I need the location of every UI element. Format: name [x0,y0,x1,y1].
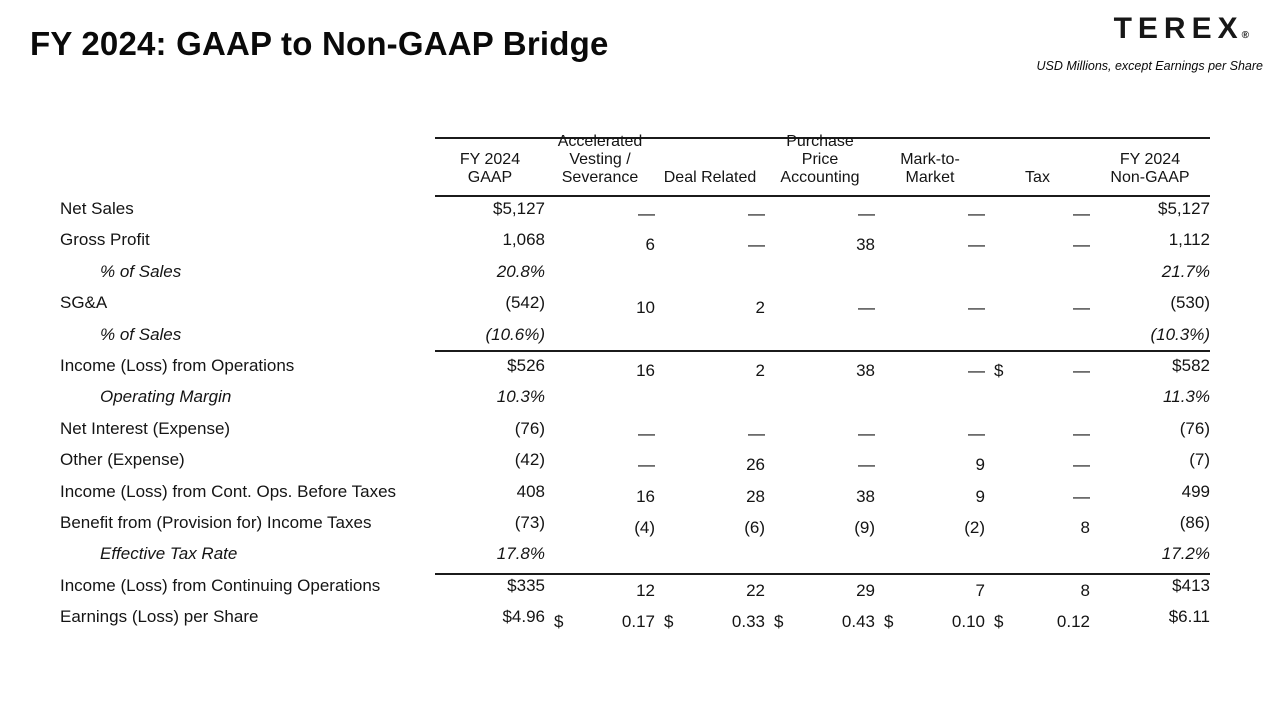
cell-purchase-price-accounting: 38 [856,235,875,255]
row-label: Effective Tax Rate [100,544,238,564]
currency-symbol: $ [664,612,674,632]
brand-block [1037,13,1264,73]
row-label: Operating Margin [100,387,232,407]
cell-gaap: $4.96 [502,607,545,627]
cell-non-gaap: (86) [1179,512,1210,532]
column-header-line: Mark-to- [900,151,960,168]
cell-deal-related: 26 [746,455,765,475]
cell-deal-related: 28 [746,486,765,506]
column-header-line: Deal Related [663,169,757,186]
row-label: Net Sales [60,199,134,218]
units-note: USD Millions, except Earnings per Share [1036,59,1263,73]
cell-mark-to-market [875,330,985,361]
column-header-non-gaap [1090,139,1210,191]
cell-non-gaap: 1,112 [1168,230,1210,250]
cell-deal-related: 2 [755,360,765,380]
currency-symbol: $ [994,360,1004,380]
page-title: FY 2024: GAAP to Non-GAAP Bridge [30,25,609,62]
row-label: Net Interest (Expense) [60,418,231,438]
cell-purchase-price-accounting: — [858,455,875,475]
cell-non-gaap: 11.3% [1163,387,1210,407]
cell-purchase-price-accounting [765,392,875,423]
table-row [60,513,1210,544]
column-header-mark-to-market [875,139,985,191]
row-label: SG&A [60,293,108,313]
cell-mark-to-market: — [968,298,985,318]
row-label: % of Sales [100,324,182,344]
column-header-line: Price [801,151,839,168]
column-header-line: FY 2024 [1119,151,1181,168]
table-row [60,325,1210,356]
cell-accel-vesting-severance: 10 [636,298,655,318]
cell-tax: — [1073,298,1090,318]
cell-non-gaap: 21.7% [1161,261,1210,281]
cell-gaap: 1,068 [502,230,545,250]
table-row [60,230,1210,261]
cell-mark-to-market [875,549,985,580]
cell-mark-to-market [875,612,985,643]
cell-deal-related [655,612,765,643]
cell-tax: 8 [1080,517,1090,537]
cell-accel-vesting-severance [545,392,655,423]
table-header-row [60,133,1210,191]
cell-non-gaap: $5,127 [1158,199,1210,218]
cell-accel-vesting-severance [545,267,655,298]
table-row [60,387,1210,418]
row-label: Benefit from (Provision for) Income Taxes [60,512,372,532]
cell-non-gaap: (530) [1170,293,1210,313]
cell-accel-vesting-severance: — [638,204,655,223]
row-label: Income (Loss) from Cont. Ops. Before Taxes [60,481,397,501]
column-header-line: GAAP [467,169,513,186]
cell-value: 0.17 [621,612,655,632]
cell-accel-vesting-severance [545,549,655,580]
table-row [60,293,1210,324]
cell-non-gaap: $6.11 [1168,607,1210,627]
cell-non-gaap: 499 [1181,481,1210,501]
cell-non-gaap: (10.3%) [1150,324,1210,344]
cell-mark-to-market [875,267,985,298]
cell-tax: — [1073,423,1090,443]
cell-accel-vesting-severance: 6 [645,235,655,255]
cell-mark-to-market: 9 [975,486,985,506]
cell-non-gaap: 17.2% [1161,544,1210,564]
table-row [60,607,1210,638]
column-header-purchase-price-accounting [765,133,875,191]
cell-tax: — [1073,486,1090,506]
cell-mark-to-market: — [968,423,985,443]
cell-deal-related: 2 [755,298,765,318]
cell-accel-vesting-severance: 16 [636,360,655,380]
column-header-line: Non-GAAP [1110,169,1190,186]
cell-deal-related: — [748,423,765,443]
table-row [60,419,1210,450]
cell-deal-related: 22 [746,580,765,600]
cell-value: 0.33 [731,612,765,632]
cell-accel-vesting-severance: (4) [634,517,655,537]
row-label: Gross Profit [60,230,150,250]
registered-trademark-icon: ® [1241,30,1249,41]
column-header-line: Purchase [786,133,854,150]
cell-gaap: 10.3% [496,387,545,407]
column-header-line: Severance [561,169,639,186]
header-spacer [60,139,435,191]
cell-gaap: $335 [507,575,545,595]
currency-symbol: $ [554,612,564,632]
cell-non-gaap: $582 [1172,355,1210,375]
column-header-line: Accelerated [557,133,643,150]
row-label: Other (Expense) [60,450,185,470]
table-row [60,356,1210,387]
cell-gaap: (542) [505,293,545,313]
cell-deal-related: — [748,235,765,255]
cell-mark-to-market: 7 [975,580,985,600]
cell-gaap: (73) [514,512,545,532]
cell-mark-to-market: (2) [964,517,985,537]
cell-deal-related [655,330,765,361]
column-header-gaap [435,139,545,191]
cell-purchase-price-accounting [765,267,875,298]
cell-tax: — [1073,455,1090,475]
table-row [60,482,1210,513]
cell-accel-vesting-severance: 16 [636,486,655,506]
table-row [60,262,1210,293]
column-header-line: Tax [1025,169,1050,186]
table-row [60,450,1210,481]
cell-deal-related [655,267,765,298]
cell-non-gaap: (7) [1189,450,1210,470]
cell-accel-vesting-severance [545,330,655,361]
cell-mark-to-market: 9 [975,455,985,475]
cell-non-gaap: (76) [1179,418,1210,438]
cell-gaap: (76) [514,418,545,438]
cell-purchase-price-accounting: — [858,204,875,223]
cell-purchase-price-accounting: (9) [854,517,875,537]
cell-gaap: 408 [516,481,545,501]
cell-purchase-price-accounting: — [858,298,875,318]
table-body [60,199,1210,638]
cell-non-gaap: $413 [1172,575,1210,595]
cell-mark-to-market: — [968,360,985,380]
cell-mark-to-market [875,392,985,423]
cell-value: 0.12 [1056,612,1090,632]
cell-mark-to-market: — [968,204,985,223]
cell-value: 0.10 [951,612,985,632]
cell-purchase-price-accounting: 29 [856,580,875,600]
cell-deal-related [655,549,765,580]
cell-purchase-price-accounting: 38 [856,360,875,380]
currency-symbol: $ [884,612,894,632]
cell-deal-related [655,392,765,423]
column-header-tax [985,139,1090,191]
cell-accel-vesting-severance: — [638,423,655,443]
column-header-line: Accounting [780,169,860,186]
cell-gaap: 20.8% [496,261,545,281]
cell-deal-related: (6) [744,517,765,537]
cell-tax [985,392,1090,423]
cell-tax [985,267,1090,298]
cell-gaap: 17.8% [496,544,545,564]
cell-tax: 8 [1080,580,1090,600]
rule-header-bottom [435,195,1210,197]
cell-purchase-price-accounting [765,612,875,643]
cell-tax [985,361,1090,392]
cell-accel-vesting-severance: — [638,455,655,475]
row-label: Income (Loss) from Operations [60,355,295,375]
cell-purchase-price-accounting [765,330,875,361]
cell-tax [985,330,1090,361]
cell-tax [985,549,1090,580]
cell-accel-vesting-severance: 12 [636,580,655,600]
column-header-line: Market [905,169,955,186]
cell-deal-related: — [748,204,765,223]
cell-tax: — [1073,235,1090,255]
cell-mark-to-market: — [968,235,985,255]
currency-symbol: $ [774,612,784,632]
cell-accel-vesting-severance [545,612,655,643]
cell-tax [985,612,1090,643]
cell-purchase-price-accounting [765,549,875,580]
column-header-accel-vesting-severance [545,133,655,191]
cell-gaap: (42) [514,450,545,470]
column-header-line: FY 2024 [459,151,521,168]
row-label: % of Sales [100,261,182,281]
row-label: Earnings (Loss) per Share [60,607,259,627]
table-row [60,199,1210,230]
row-label: Income (Loss) from Continuing Operations [60,575,381,595]
table-row [60,544,1210,575]
cell-gaap: (10.6%) [485,324,545,344]
cell-value: — [1073,360,1090,380]
table-row [60,576,1210,607]
cell-tax: — [1073,204,1090,223]
cell-purchase-price-accounting: — [858,423,875,443]
column-header-deal-related [655,139,765,191]
logo-text: TEREX [1113,12,1244,45]
cell-purchase-price-accounting: 38 [856,486,875,506]
currency-symbol: $ [994,612,1004,632]
column-header-line: Vesting / [569,151,631,168]
gaap-to-non-gaap-table [60,133,1210,682]
cell-gaap: $526 [507,355,545,375]
cell-value: 0.43 [841,612,875,632]
cell-gaap: $5,127 [493,199,545,218]
terex-logo [1037,13,1250,52]
